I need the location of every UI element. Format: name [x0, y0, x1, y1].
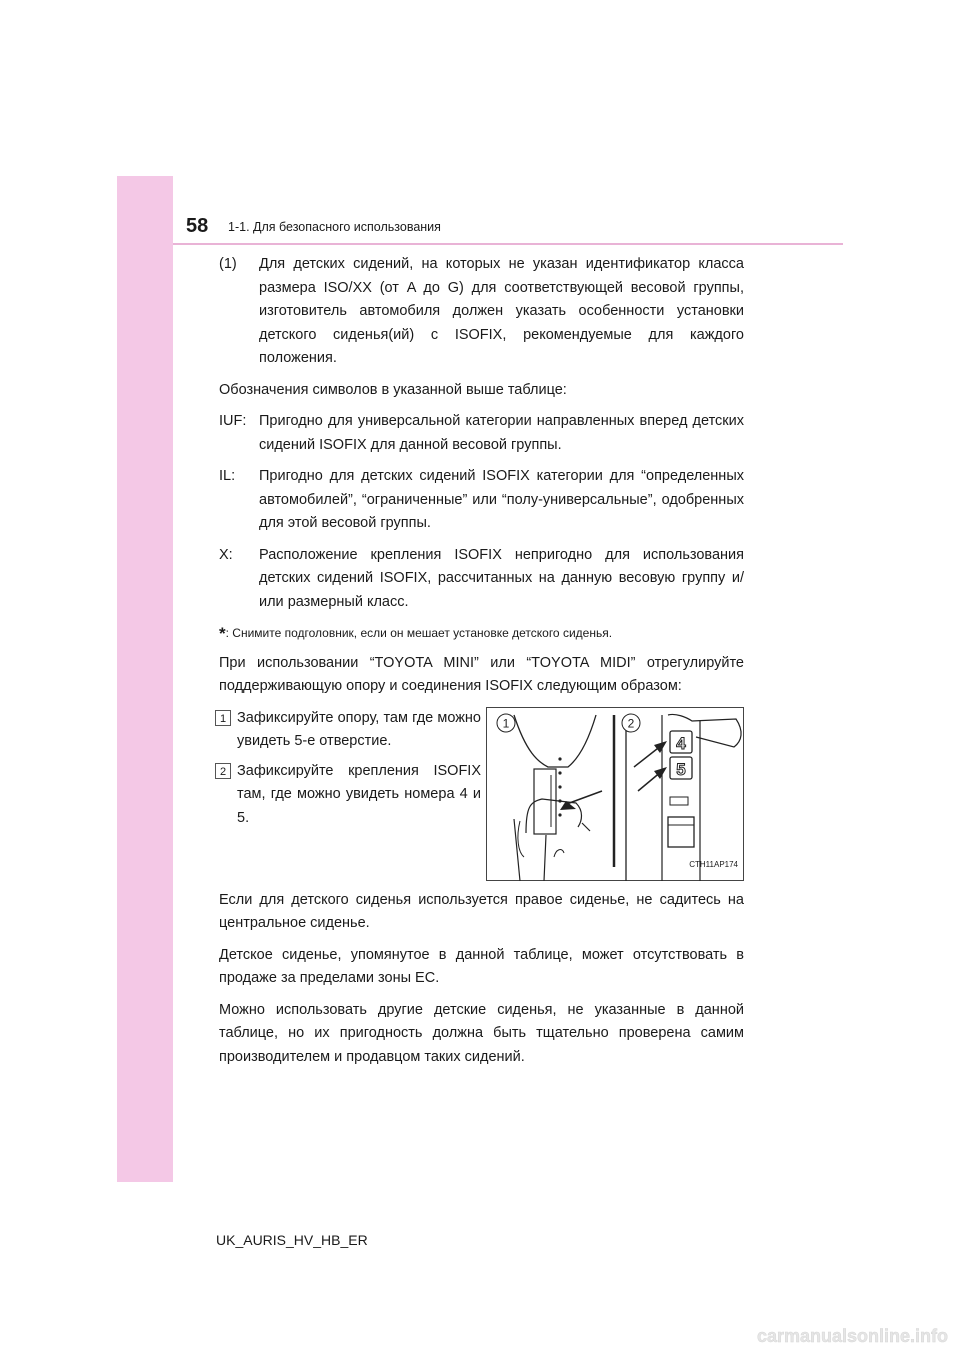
- legend-intro: Обозначения символов в указанной выше таблице:: [219, 381, 567, 398]
- steps-list: [219, 707, 481, 881]
- page-content: [219, 253, 744, 1077]
- legend-x-text: Расположение крепления ISOFIX непригодно для использования детских сидений ISOFIX, рассчитанных на данную весовую группу и/или размерный класс.: [259, 546, 744, 610]
- marker-digit-4: 4: [676, 733, 686, 753]
- steps-block: [219, 707, 744, 881]
- marker-digit-5: 5: [676, 759, 686, 779]
- steps-intro: При использовании “TOYOTA MINI” или “TOYOTA MIDI” отрегулируйте поддерживающую опору и соединения ISOFIX следующим образом:: [219, 654, 744, 694]
- legend-x-label: X:: [219, 546, 233, 563]
- step-2-number: 2: [215, 763, 231, 779]
- step-2: [219, 760, 481, 831]
- footnote: [219, 622, 744, 646]
- step-2-text: Зафиксируйте крепления ISOFIX там, где можно увидеть номера 4 и 5.: [237, 762, 481, 826]
- section-color-band: [117, 176, 173, 1182]
- callout-2: 2: [627, 716, 635, 730]
- legend-iuf: [219, 410, 744, 457]
- para-availability: Детское сиденье, упомянутое в данной таблице, может отсутствовать в продаже за пределами зоны ЕС.: [219, 946, 744, 986]
- header-rule: [173, 243, 843, 245]
- step-1: [219, 707, 481, 754]
- para-right-seat: Если для детского сиденья используется правое сиденье, не садитесь на центральное сиденье.: [219, 891, 744, 931]
- note-1-text: Для детских сидений, на которых не указан идентификатор класса размера ISO/XX (от A до G) для соответствующей весовой группы, изготовитель автомобиля должен указать особенности установки детского сиденья(ий) с ISOFIX, рекомендуемые для каждого положения.: [259, 256, 744, 366]
- para-other-seats: Можно использовать другие детские сиденья, не указанные в данной таблице, но их пригодность должна быть тщательно проверена самим производителем и продавцом таких сидений.: [219, 1001, 744, 1065]
- legend-iuf-text: Пригодно для универсальной категории направленных вперед детских сидений ISOFIX для данной весовой группы.: [259, 413, 744, 453]
- legend-iuf-label: IUF:: [219, 413, 247, 429]
- isofix-illustration: [486, 707, 744, 881]
- watermark-text: carmanualsonline.info: [756, 1326, 948, 1346]
- step-1-number: 1: [215, 710, 231, 726]
- note-1-label: (1): [219, 256, 237, 272]
- note-1: [219, 253, 744, 371]
- callout-1: 1: [502, 716, 510, 730]
- figure-code: CTH11AP174: [689, 860, 738, 869]
- legend-il: [219, 465, 744, 536]
- document-code: UK_AURIS_HV_HB_ER: [216, 1232, 368, 1248]
- step-1-text: Зафиксируйте опору, там где можно увидеть 5-е отверстие.: [237, 709, 481, 749]
- section-title: 1-1. Для безопасного использования: [228, 220, 441, 234]
- page-number: 58: [186, 215, 209, 237]
- watermark-logo: [712, 1320, 952, 1350]
- legend-il-text: Пригодно для детских сидений ISOFIX категории для “определенных автомобилей”, “ограниченные” или “полу-универсальные”, одобренных для этой весовой группы.: [259, 468, 744, 531]
- legend-x: [219, 544, 744, 615]
- footnote-mark: *: [219, 624, 226, 643]
- legend-il-label: IL:: [219, 468, 236, 484]
- footnote-text: : Снимите подголовник, если он мешает установке детского сиденья.: [225, 626, 613, 640]
